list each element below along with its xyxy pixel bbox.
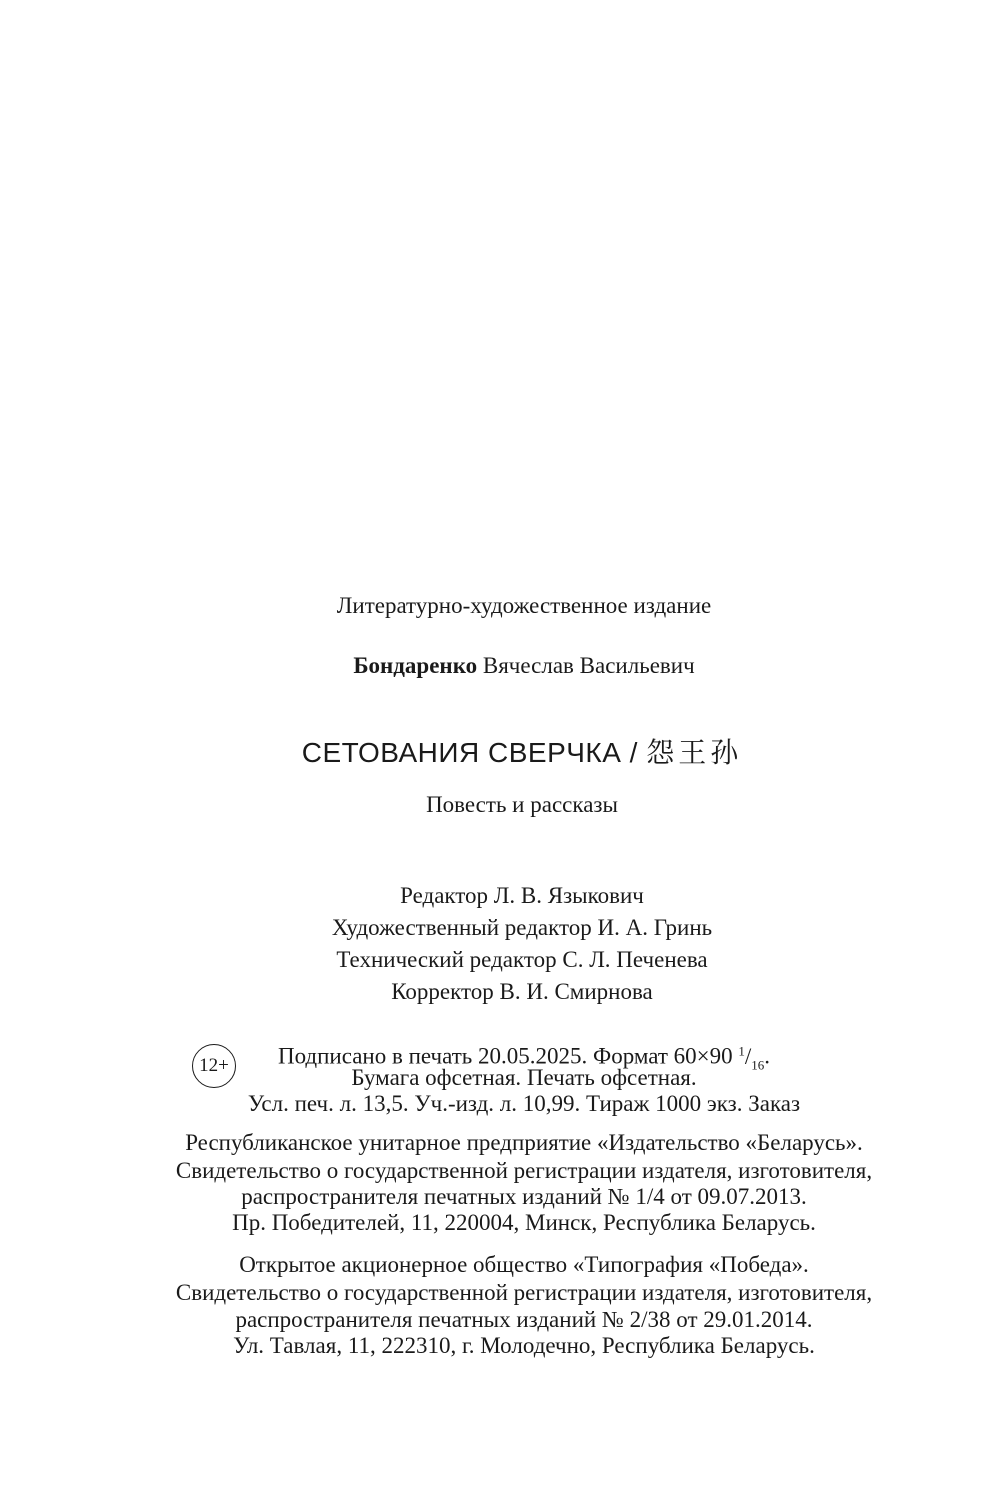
format-denominator: 16 (751, 1057, 765, 1073)
credit-art-editor: Художественный редактор И. А. Гринь (331, 915, 713, 940)
publisher-line-1: Республиканское унитарное предприятие «Издательство «Беларусь». (185, 1130, 863, 1155)
format-numerator: 1 (738, 1043, 745, 1058)
publisher-line-2: Свидетельство о государственной регистрации издателя, изготовителя, (175, 1158, 873, 1183)
credit-proofreader: Корректор В. И. Смирнова (391, 979, 653, 1004)
printer-line-3: распространителя печатных изданий № 2/38 от 29.01.2014. (235, 1307, 813, 1332)
printer-line-4: Ул. Тавлая, 11, 222310, г. Молодечно, Республика Беларусь. (233, 1333, 815, 1358)
credit-technical-editor: Технический редактор С. Л. Печенева (336, 947, 708, 972)
print-details-line-3: Усл. печ. л. 13,5. Уч.-изд. л. 10,99. Тираж 1000 экз. Заказ (247, 1091, 801, 1116)
print-details-line-2: Бумага офсетная. Печать офсетная. (351, 1065, 697, 1090)
publisher-line-3: распространителя печатных изданий № 1/4 от 09.07.2013. (241, 1184, 807, 1209)
printer-line-1: Открытое акционерное общество «Типография «Победа». (239, 1252, 809, 1277)
age-rating-badge: 12+ (192, 1044, 236, 1088)
format-end: . (764, 1043, 771, 1069)
print-signed-format: Подписано в печать 20.05.2025. Формат 60×90 (277, 1043, 733, 1069)
format-slash: / (744, 1043, 752, 1069)
printer-line-2: Свидетельство о государственной регистрации издателя, изготовителя, (175, 1280, 873, 1305)
book-title-chinese: 怨王孙 (646, 736, 743, 769)
author-surname: Бондаренко (353, 653, 478, 678)
author-given-names: Вячеслав Васильевич (482, 653, 695, 678)
book-subtitle: Повесть и рассказы (426, 792, 618, 817)
book-title (22, 734, 1000, 772)
credit-editor: Редактор Л. В. Языкович (400, 883, 644, 908)
edition-genre: Литературно-художественное издание (336, 593, 712, 618)
author-name (24, 651, 1000, 681)
publisher-line-4: Пр. Победителей, 11, 220004, Минск, Республика Беларусь. (232, 1210, 816, 1235)
book-title-main: СЕТОВАНИЯ СВЕРЧКА / (301, 737, 638, 768)
